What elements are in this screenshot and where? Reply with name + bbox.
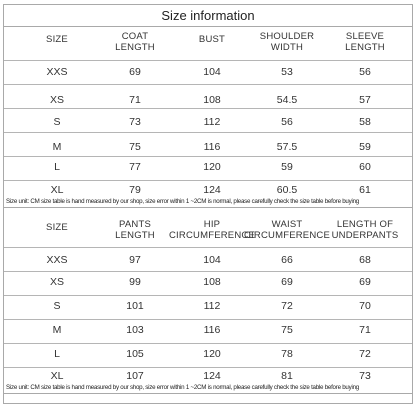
pants-cell: 72 bbox=[359, 348, 371, 360]
pants-row-divider bbox=[4, 367, 412, 368]
coat-cell: 120 bbox=[203, 161, 221, 173]
size-chart bbox=[3, 4, 413, 404]
coat-cell: 59 bbox=[359, 141, 371, 153]
pants-row-divider bbox=[4, 271, 412, 272]
coat-cell: 71 bbox=[129, 94, 141, 106]
pants-header-line: PANTS bbox=[119, 219, 151, 230]
coat-cell: 56 bbox=[281, 116, 293, 128]
coat-cell: 59 bbox=[281, 161, 293, 173]
pants-cell: 108 bbox=[203, 276, 221, 288]
pants-cell: 71 bbox=[359, 324, 371, 336]
pants-header-cell bbox=[322, 219, 408, 241]
pants-cell: 75 bbox=[281, 324, 293, 336]
pants-cell: 99 bbox=[129, 276, 141, 288]
pants-header-line: LENGTH bbox=[115, 230, 155, 241]
coat-cell: 79 bbox=[129, 184, 141, 196]
coat-header-cell bbox=[322, 31, 408, 53]
coat-cell: 54.5 bbox=[276, 94, 298, 106]
coat-header-line: SLEEVE bbox=[345, 31, 385, 42]
pants-section-divider bbox=[4, 393, 412, 394]
pants-row-divider bbox=[4, 295, 412, 296]
coat-row-divider bbox=[4, 60, 412, 61]
coat-header-cell bbox=[241, 31, 333, 53]
pants-cell: 101 bbox=[126, 300, 144, 312]
coat-cell: 73 bbox=[129, 116, 141, 128]
coat-cell: 60.5 bbox=[276, 184, 298, 196]
coat-header-line: BUST bbox=[198, 34, 226, 45]
pants-row-divider bbox=[4, 343, 412, 344]
pants-header-line: UNDERPANTS bbox=[331, 230, 399, 241]
coat-cell: XXS bbox=[46, 66, 68, 78]
coat-row-divider bbox=[4, 156, 412, 157]
coat-section-divider bbox=[4, 207, 412, 208]
coat-cell: S bbox=[53, 116, 61, 128]
title-bar bbox=[4, 5, 412, 27]
coat-cell: 57 bbox=[359, 94, 371, 106]
pants-cell: 69 bbox=[281, 276, 293, 288]
page-title: Size information bbox=[161, 8, 255, 23]
coat-header-cell bbox=[27, 34, 87, 45]
coat-header-line: SHOULDER bbox=[259, 31, 315, 42]
coat-header-line: COAT bbox=[121, 31, 149, 42]
pants-cell: XL bbox=[50, 370, 64, 382]
pants-row-divider bbox=[4, 247, 412, 248]
pants-cell: S bbox=[53, 300, 61, 312]
coat-cell: 112 bbox=[203, 116, 221, 128]
coat-cell: 53 bbox=[281, 66, 293, 78]
pants-cell: L bbox=[54, 348, 60, 360]
pants-cell: 81 bbox=[281, 370, 293, 382]
pants-cell: 70 bbox=[359, 300, 371, 312]
pants-cell: 124 bbox=[203, 370, 221, 382]
coat-cell: 58 bbox=[359, 116, 371, 128]
coat-cell: 77 bbox=[129, 161, 141, 173]
coat-cell: 116 bbox=[203, 141, 221, 153]
coat-row-divider bbox=[4, 180, 412, 181]
coat-cell: XL bbox=[50, 184, 64, 196]
coat-header-line: WIDTH bbox=[270, 42, 304, 53]
pants-cell: XXS bbox=[46, 254, 68, 266]
coat-header-line: LENGTH bbox=[115, 42, 155, 53]
pants-cell: 72 bbox=[281, 300, 293, 312]
coat-row-divider bbox=[4, 132, 412, 133]
pants-cell: 116 bbox=[203, 324, 221, 336]
pants-cell: 68 bbox=[359, 254, 371, 266]
pants-size-note: Size unit: CM size table is hand measured by our shop, size error within 1 ~2CM is normal, please carefully check the size table before buying bbox=[6, 384, 359, 391]
pants-cell: 104 bbox=[203, 254, 221, 266]
coat-cell: 104 bbox=[203, 66, 221, 78]
coat-header-line: SIZE bbox=[46, 34, 68, 45]
pants-header-line: LENGTH OF bbox=[336, 219, 394, 230]
pants-cell: 73 bbox=[359, 370, 371, 382]
pants-header-line: CIRCUMFERENCE bbox=[169, 230, 255, 241]
coat-cell: XS bbox=[49, 94, 64, 106]
pants-cell: 105 bbox=[126, 348, 144, 360]
coat-cell: L bbox=[54, 161, 60, 173]
pants-cell: 103 bbox=[126, 324, 144, 336]
pants-header-cell bbox=[95, 219, 175, 241]
coat-row-divider bbox=[4, 84, 412, 85]
coat-cell: 69 bbox=[129, 66, 141, 78]
pants-cell: M bbox=[52, 324, 62, 336]
coat-header-line: LENGTH bbox=[345, 42, 385, 53]
coat-row-divider bbox=[4, 108, 412, 109]
pants-cell: 69 bbox=[359, 276, 371, 288]
pants-cell: 97 bbox=[129, 254, 141, 266]
pants-cell: 66 bbox=[281, 254, 293, 266]
coat-cell: 56 bbox=[359, 66, 371, 78]
pants-header-line: SIZE bbox=[46, 222, 68, 233]
coat-cell: 61 bbox=[359, 184, 371, 196]
coat-cell: 75 bbox=[129, 141, 141, 153]
pants-header-line: WAIST bbox=[271, 219, 303, 230]
pants-cell: XS bbox=[49, 276, 64, 288]
coat-size-note: Size unit: CM size table is hand measured by our shop, size error within 1 ~2CM is normal, please carefully check the size table before buying bbox=[6, 198, 359, 205]
coat-header-cell bbox=[95, 31, 175, 53]
coat-cell: 108 bbox=[203, 94, 221, 106]
coat-cell: 60 bbox=[359, 161, 371, 173]
pants-cell: 112 bbox=[203, 300, 221, 312]
pants-cell: 107 bbox=[126, 370, 144, 382]
pants-header-line: HIP bbox=[203, 219, 221, 230]
pants-header-line: CIRCUMFERENCE bbox=[244, 230, 330, 241]
pants-cell: 78 bbox=[281, 348, 293, 360]
pants-header-cell bbox=[241, 219, 333, 241]
coat-cell: 124 bbox=[203, 184, 221, 196]
coat-cell: M bbox=[52, 141, 62, 153]
pants-header-cell bbox=[27, 222, 87, 233]
pants-row-divider bbox=[4, 319, 412, 320]
coat-cell: 57.5 bbox=[276, 141, 298, 153]
pants-cell: 120 bbox=[203, 348, 221, 360]
